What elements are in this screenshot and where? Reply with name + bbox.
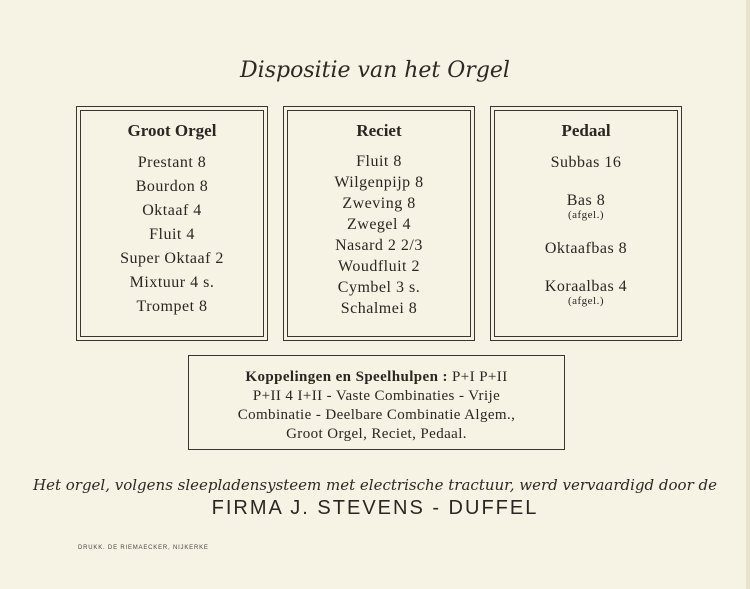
- printer-credit: DRUKK. DE RIEMAECKER, NIJKERKE: [78, 545, 209, 551]
- pedaal-heading: Pedaal: [561, 121, 611, 140]
- stop-item: Zwegel 4: [347, 216, 411, 233]
- stop-item: Wilgenpijp 8: [334, 174, 424, 191]
- stop-item: Subbas 16: [550, 154, 622, 171]
- stop-item: Mixtuur 4 s.: [129, 274, 215, 291]
- groot-orgel-heading: Groot Orgel: [127, 121, 217, 140]
- stop-item: Bourdon 8: [135, 178, 209, 195]
- stop-item: Schalmei 8: [340, 300, 418, 317]
- stop-item: Fluit 8: [356, 153, 402, 170]
- groot-orgel-box: [76, 106, 268, 341]
- stop-item: Trompet 8: [136, 298, 208, 315]
- couplings-line-1: [189, 368, 564, 387]
- maker-name: FIRMA J. STEVENS - DUFFEL: [211, 497, 539, 519]
- page-title: Dispositie van het Orgel: [240, 58, 510, 83]
- stop-item: Cymbel 3 s.: [337, 279, 421, 296]
- builder-statement: Het orgel, volgens sleepladensysteem met electrische tractuur, werd vervaardigd door de: [32, 476, 717, 494]
- stop-item: Oktaaf 4: [142, 202, 202, 219]
- couplings-line-2: P+II 4 I+II - Vaste Combinaties - Vrije: [252, 388, 501, 404]
- stop-item: Fluit 4: [149, 226, 195, 243]
- stop-item: Zweving 8: [342, 195, 416, 212]
- stop-note: (afgel.): [567, 209, 605, 221]
- couplings-line-4: Groot Orgel, Reciet, Pedaal.: [286, 426, 467, 442]
- stop-item: Prestant 8: [137, 154, 207, 171]
- stop-item: Koraalbas 4: [544, 278, 628, 295]
- stop-item: Nasard 2 2/3: [335, 237, 423, 254]
- reciet-heading: Reciet: [356, 121, 402, 140]
- couplings-lead: Koppelingen en Speelhulpen :: [245, 369, 448, 385]
- stop-item: Woudfluit 2: [338, 258, 420, 275]
- reciet-box: [283, 106, 475, 341]
- pedaal-box: [490, 106, 682, 341]
- stop-item: Oktaafbas 8: [544, 240, 628, 257]
- couplings-line-1-rest: P+I P+II: [452, 369, 508, 385]
- couplings-line-3: Combinatie - Deelbare Combinatie Algem.,: [237, 407, 516, 423]
- stop-item: Super Oktaaf 2: [120, 250, 224, 267]
- stop-item: Bas 8: [566, 192, 606, 209]
- couplings-box: [188, 355, 565, 450]
- stop-note: (afgel.): [567, 295, 605, 307]
